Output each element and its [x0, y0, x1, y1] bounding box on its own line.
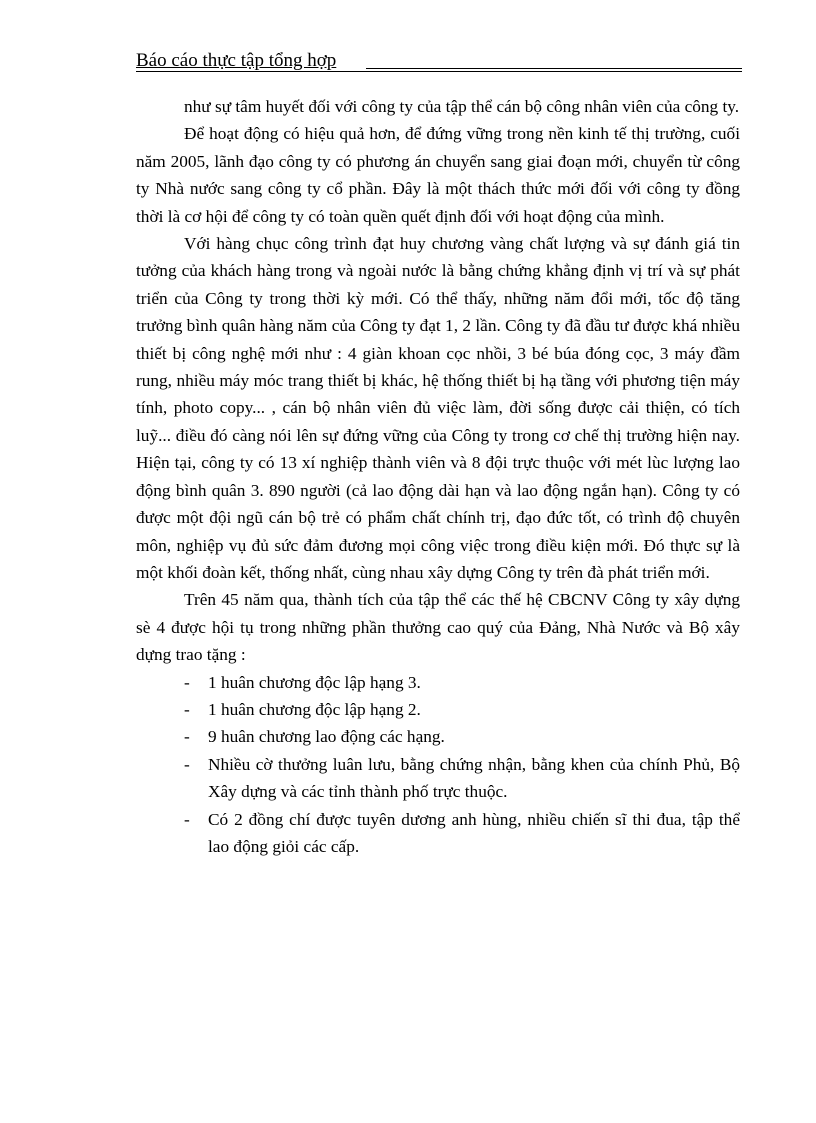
- list-item: [136, 696, 740, 723]
- header-rule: [366, 68, 742, 69]
- award-text: Nhiều cờ thưởng luân lưu, bằng chứng nhận, bằng khen của chính Phủ, Bộ Xây dựng và các tỉnh thành phố trực thuộc.: [208, 754, 740, 802]
- list-item: [136, 751, 740, 806]
- paragraph-awards-intro: Trên 45 năm qua, thành tích của tập thể các thế hệ CBCNV Công ty xây dựng sè 4 được hội tụ trong những phần thưởng cao quý của Đảng, Nhà Nước và Bộ xây dựng trao tặng :: [136, 590, 740, 665]
- list-item: [136, 669, 740, 696]
- award-text: Có 2 đồng chí được tuyên dương anh hùng, nhiều chiến sĩ thi đua, tập thể lao động giỏi các cấp.: [208, 809, 740, 856]
- paragraph-achievements: Với hàng chục công trình đạt huy chương vàng chất lượng và sự đánh giá tin tưởng của khách hàng trong và ngoài nước là bằng chứng khẳng định vị trí và sự phát triển của Công ty trong thời kỳ mới. Có thể thấy, những năm đổi mới, tốc độ tăng trưởng bình quân hàng năm của Công ty đạt 1, 2 lần. Công ty đã đầu tư được khá nhiều thiết bị công nghệ mới như : 4 giàn khoan cọc nhồi, 3 bé búa đóng cọc, 3 máy đầm rung, nhiều máy móc trang thiết bị khác, hệ thống thiết bị hạ tầng với phương tiện máy tính, photo copy... , cán bộ nhân viên đủ việc làm, đời sống được cải thiện, có tích luỹ... điều đó càng nói lên sự đứng vững của Công ty trong cơ chế thị trường hiện nay. Hiện tại, công ty có 13 xí nghiệp thành viên và 8 đội trực thuộc với mét lùc lượng lao động bình quân 3. 890 người (cả lao động dài hạn và lao động ngắn hạn). Công ty có được một đội ngũ cán bộ trẻ có phẩm chất chính trị, đạo đức tốt, có trình độ chuyên môn, nghiệp vụ đủ sức đảm đương mọi công việc trong điều kiện mới. Đó thực sự là một khối đoàn kết, thống nhất, cùng nhau xây dựng Công ty trên đà phát triển mới.: [136, 234, 740, 582]
- document-body: [136, 93, 740, 860]
- header-rule-double: [136, 71, 742, 72]
- list-marker: -: [184, 699, 190, 719]
- paragraph-continuation: như sự tâm huyết đối với công ty của tập thể cán bộ công nhân viên của công ty.: [184, 97, 740, 116]
- list-marker: -: [184, 672, 190, 692]
- page-header: [136, 50, 742, 74]
- award-text: 1 huân chương độc lập hạng 3.: [208, 672, 421, 692]
- list-item: [136, 806, 740, 861]
- list-marker: -: [184, 727, 190, 747]
- paragraph-restructuring: Để hoạt động có hiệu quả hơn, để đứng vững trong nền kinh tế thị trường, cuối năm 2005, lãnh đạo công ty có phương án chuyển sang giai đoạn mới, chuyển từ công ty Nhà nước sang công ty cổ phần. Đây là một thách thức mới đối với công ty đồng thời là cơ hội để công ty có toàn quền quết định đối với hoạt động của mình.: [136, 124, 740, 226]
- award-text: 1 huân chương độc lập hạng 2.: [208, 699, 421, 719]
- list-marker: -: [184, 809, 190, 829]
- list-item: [136, 723, 740, 750]
- awards-list: [136, 669, 740, 861]
- header-title: Báo cáo thực tập tổng hợp: [136, 50, 337, 71]
- list-marker: -: [184, 754, 190, 774]
- award-text: 9 huân chương lao động các hạng.: [208, 727, 445, 747]
